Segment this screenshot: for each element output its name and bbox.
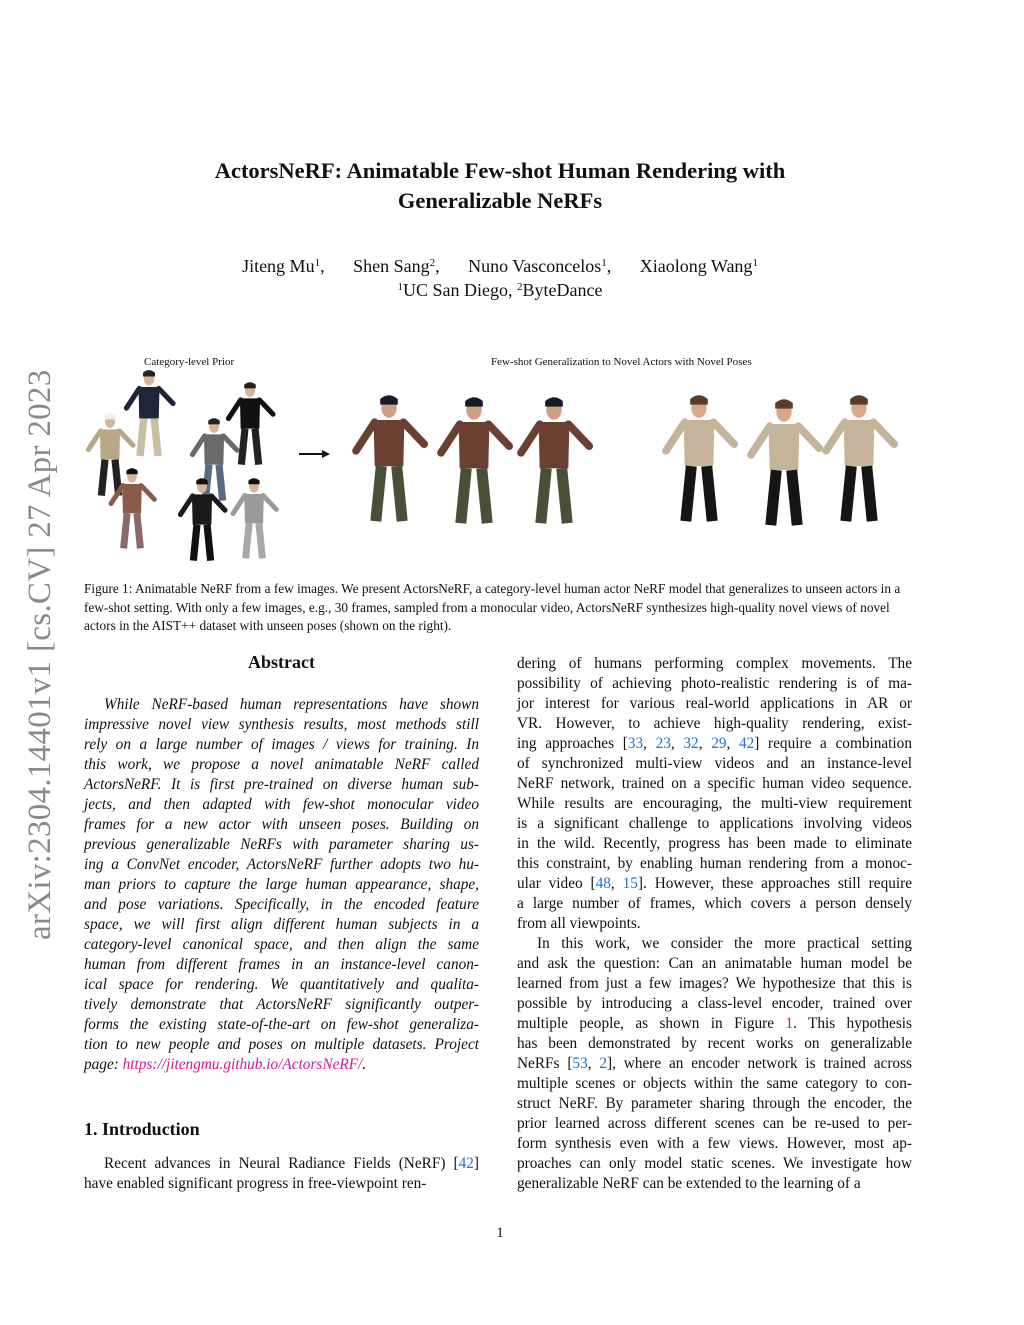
citation-link[interactable]: 53 — [572, 1055, 588, 1072]
project-link[interactable]: https://jitengmu.github.io/ActorsNeRF/ — [122, 1056, 363, 1073]
text-line: of synchronized multi-view videos and an instance-level — [517, 755, 912, 772]
text-line: In this work, we consider the more practical setting — [537, 935, 912, 952]
author: Shen Sang$^2$, — [353, 256, 440, 276]
text-line: forms the existing state-of-the-art on few-shot generaliza- — [84, 1016, 479, 1033]
text-segment: ] — [473, 1155, 479, 1172]
arxiv-stamp: arXiv:2304.14401v1 [cs.CV] 27 Apr 2023 — [22, 369, 58, 940]
figure-right-label: Few-shot Generalization to Novel Actors with Novel Poses — [491, 356, 752, 368]
text-line: possible by introducing a class-level encoder, trained over — [517, 995, 912, 1012]
text-segment: multiple people, as shown in Figure — [517, 1015, 786, 1032]
citation-link[interactable]: 48 — [595, 875, 611, 892]
person-render — [88, 413, 133, 495]
text-segment: Recent advances in Neural Radiance Fields (NeRF) [ — [104, 1155, 459, 1172]
text-line: frames for a new actor with unseen poses. Building on — [84, 816, 479, 833]
author — [640, 256, 758, 276]
abstract-heading-wrap — [84, 652, 479, 673]
text-segment: NeRFs [ — [517, 1055, 573, 1072]
author: Nuno Vasconcelos$^1$, — [468, 256, 612, 276]
text-line: prior learned across different scenes can be re-used to per- — [517, 1115, 912, 1132]
person-render — [666, 395, 734, 521]
text-segment: ]. However, these approaches still require — [637, 875, 912, 892]
text-segment: , — [670, 735, 684, 752]
text-segment: , — [587, 1055, 600, 1072]
person-render — [233, 478, 276, 558]
citation-link[interactable]: 42 — [458, 1155, 474, 1172]
text-line: and pose variations. Specifically, in the encoded feature — [84, 896, 479, 913]
author-list — [0, 254, 1000, 278]
affiliation-mark: 1 — [601, 257, 607, 269]
author-name: Jiteng Mu — [242, 256, 315, 276]
text-segment: ing approaches [ — [517, 735, 628, 752]
text-segment: . This hypothesis — [793, 1015, 912, 1032]
citation-link[interactable]: 42 — [738, 735, 755, 752]
text-line: is a significant challenge to applications involving videos — [517, 815, 912, 832]
text-line: multiple scenes or objects within the same category to con- — [517, 1075, 912, 1092]
author-name: Nuno Vasconcelos — [468, 256, 602, 276]
page-number: 1 — [496, 1225, 504, 1241]
author: Jiteng Mu$^1$, — [242, 256, 325, 276]
title-line: ActorsNeRF: Animatable Few-shot Human Rendering with — [214, 158, 786, 183]
affiliation-mark: 1 — [752, 257, 758, 269]
text-line: jor interest for various real-world applications in AR or — [517, 695, 912, 712]
text-line: in the wild. Recently, progress has been made to eliminate — [517, 835, 912, 852]
text-line: this constraint, by enabling human rendering from a monoc- — [517, 855, 912, 872]
text-segment: , — [643, 735, 656, 752]
text-line: have enabled significant progress in free-viewpoint ren- — [84, 1175, 427, 1192]
text-segment: , — [610, 875, 623, 892]
affiliation-mark: 2 — [429, 257, 436, 269]
person-render — [751, 399, 819, 525]
right-column-body — [517, 654, 912, 1194]
text-segment: ular video [ — [517, 875, 596, 892]
text-segment: ] require a combination — [754, 735, 912, 752]
text-line: jects, and then adapted with few-shot monocular video — [84, 796, 479, 813]
paragraph — [517, 654, 912, 934]
abstract-heading: Abstract — [248, 652, 315, 672]
abstract-body — [84, 695, 479, 1075]
text-line: VR. However, to achieve high-quality rendering, exist- — [517, 715, 912, 732]
text-line: While results are encouraging, the multi-view requirement — [517, 795, 912, 812]
text-line: man priors to capture the large human appearance, shape, — [84, 876, 479, 893]
text-line: from all viewpoints. — [517, 915, 641, 932]
affiliation-name: UC San Diego — [403, 280, 509, 300]
text-line: rely on a large number of images / views for training. In — [84, 736, 479, 753]
text-line: form synthesis even with a few views. However, most ap- — [517, 1135, 912, 1152]
text-line: possibility of achieving photo-realistic rendering is of ma- — [517, 675, 912, 692]
text-line — [517, 1054, 912, 1074]
figure-1-image — [84, 370, 924, 570]
figure-reference-link[interactable]: 1 — [785, 1015, 794, 1032]
affiliation-name: ByteDance — [522, 280, 603, 300]
text-segment: , — [698, 735, 712, 752]
text-line: impressive novel view synthesis results, most methods still — [84, 716, 479, 733]
title-line: Generalizable NeRFs — [397, 188, 603, 213]
text-line: While NeRF-based human representations have shown — [104, 696, 479, 713]
text-line — [517, 734, 912, 754]
introduction-body — [84, 1154, 479, 1194]
author-name: Xiaolong Wang — [639, 256, 753, 276]
introduction-heading: 1. Introduction — [84, 1119, 200, 1139]
text-line: tively demonstrate that ActorsNeRF significantly outper- — [84, 996, 479, 1013]
person-render — [356, 395, 424, 521]
text-line: this work, we propose a novel animatable NeRF called — [84, 756, 479, 773]
figure-caption: Figure 1: Animatable NeRF from a few images. We present ActorsNeRF, a category-level human actor NeRF model that generalizes to unseen actors in a few-shot setting. With only a few images, e.g., 30 frames, sampled from a monocular video, ActorsNeRF synthesizes high-quality novel views of novel actors in the AIST++ dataset with unseen poses (shown on the right). — [84, 581, 901, 634]
text-line — [517, 1014, 912, 1034]
paragraph — [517, 934, 912, 1194]
person-render — [441, 397, 509, 523]
author-block — [0, 254, 1000, 302]
paper-title — [0, 156, 1000, 216]
affiliation-mark: 1 — [314, 257, 321, 269]
text-line: ical space for rendering. We quantitatively and qualita- — [84, 976, 479, 993]
person-render — [826, 395, 894, 521]
text-line: has been demonstrated by recent works on generalizable — [517, 1035, 912, 1052]
text-line: tion to new people and poses on multiple datasets. Project — [84, 1036, 479, 1053]
citation-link[interactable]: 2 — [599, 1055, 608, 1072]
text-line — [84, 1154, 479, 1174]
person-render — [228, 382, 273, 464]
arrow-icon — [299, 450, 330, 458]
citation-link[interactable]: 23 — [655, 735, 671, 752]
introduction-heading-wrap — [84, 1119, 200, 1140]
author-name: Shen Sang — [353, 256, 430, 276]
text-line: ing a ConvNet encoder, ActorsNeRF further adopts two hu- — [84, 856, 479, 873]
text-line: category-level canonical space, and then align the same — [84, 936, 479, 953]
text-line: space, we will first align different human subjects in a — [84, 916, 479, 933]
text-segment: page: — [84, 1056, 123, 1073]
citation-link[interactable]: 15 — [622, 875, 638, 892]
affiliations: $^1$UC San Diego, $^2$ByteDance — [397, 280, 603, 300]
text-line: human from different frames in an instance-level canon- — [84, 956, 479, 973]
citation-link[interactable]: 32 — [683, 735, 699, 752]
person-render — [521, 397, 589, 523]
affiliation-number: 1 — [397, 281, 404, 293]
text-line: previous generalizable NeRFs with parameter sharing us- — [84, 836, 479, 853]
text-line: NeRF network, trained on a specific human video sequence. — [517, 775, 912, 792]
text-line: dering of humans performing complex movements. The — [517, 655, 912, 672]
text-line: struct NeRF. By parameter sharing through the encoder, the — [517, 1095, 912, 1112]
text-line: and ask the question: Can an animatable human model be — [517, 955, 912, 972]
figure-left-label: Category-level Prior — [144, 356, 235, 368]
text-line: ActorsNeRF. It is first pre-trained on diverse human sub- — [84, 776, 479, 793]
text-line: learned from just a few images? We hypothesize that this is — [517, 975, 912, 992]
citation-link[interactable]: 29 — [711, 735, 727, 752]
citation-link[interactable]: 33 — [627, 735, 644, 752]
text-segment: , — [726, 735, 739, 752]
text-line: proaches can only model static scenes. We investigate how — [517, 1155, 912, 1172]
text-line: generalizable NeRF can be extended to the learning of a — [517, 1175, 861, 1192]
text-line — [517, 874, 912, 894]
text-line — [84, 1055, 479, 1075]
affiliation-number: 2 — [517, 281, 523, 293]
text-segment: ], where an encoder network is trained across — [607, 1055, 912, 1072]
text-line: a large number of frames, which covers a person densely — [517, 895, 912, 912]
text-segment: . — [362, 1056, 367, 1073]
